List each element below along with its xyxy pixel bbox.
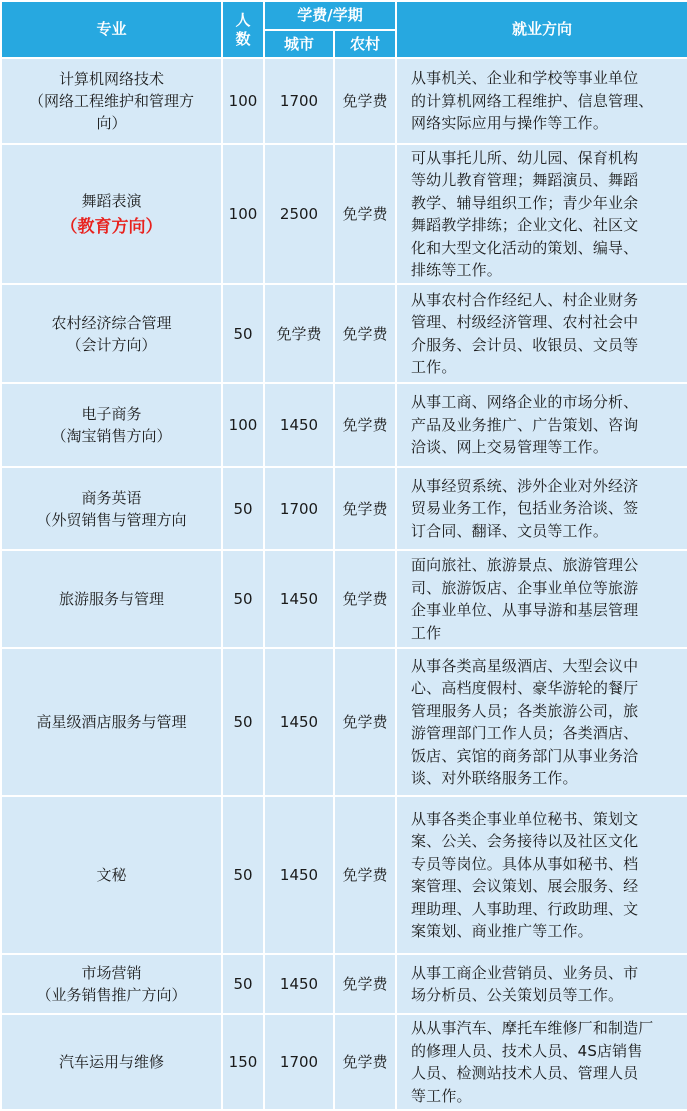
table-row xyxy=(1,58,687,144)
table-row xyxy=(1,954,687,1014)
job-line: 的修理人员、技术人员、4S店销售 xyxy=(411,1041,643,1060)
city-fee-cell: 1450 xyxy=(264,796,334,954)
major-cell xyxy=(1,648,222,796)
job-line: 从事工商、网络企业的市场分析、 xyxy=(411,393,639,412)
rural-fee-cell: 免学费 xyxy=(334,648,396,796)
job-line: 心、高档度假村、豪华游轮的餐厅 xyxy=(411,679,639,697)
job-line: 贸易业务工作，包括业务洽谈、签 xyxy=(411,499,639,518)
major-sub: （教育方向） xyxy=(60,217,163,237)
job-line: 游管理部门工作人员；各类酒店、 xyxy=(411,724,639,742)
major-sub: （淘宝销售方向） xyxy=(51,427,172,445)
header-count-text: 人数 xyxy=(235,10,251,48)
major-cell xyxy=(1,284,222,383)
header-count xyxy=(222,1,264,58)
city-fee-cell: 1450 xyxy=(264,648,334,796)
count-cell: 100 xyxy=(222,58,264,144)
rural-fee-cell: 免学费 xyxy=(334,796,396,954)
job-line: 专员等岗位。具体从事如秘书、档 xyxy=(411,854,639,873)
job-line: 企事业单位、从事导游和基层管理 xyxy=(411,601,639,619)
job-line: 化和大型文化活动的策划、编导、 xyxy=(411,238,639,257)
table-row xyxy=(1,467,687,550)
job-line: 从事各类高星级酒店、大型会议中 xyxy=(411,656,639,675)
job-line: 案管理、会议策划、展会服务、经 xyxy=(411,877,639,895)
city-fee-cell: 免学费 xyxy=(264,284,334,383)
job-line: 管理、村级经济管理、农村社会中 xyxy=(411,313,639,331)
job-line: 从事经贸系统、涉外企业对外经济 xyxy=(411,476,639,495)
city-fee-cell: 1450 xyxy=(264,550,334,648)
count-cell: 50 xyxy=(222,648,264,796)
job-line: 工作 xyxy=(411,623,442,642)
job-line: 司、旅游饭店、企事业单位等旅游 xyxy=(411,578,639,597)
city-fee-cell: 1700 xyxy=(264,467,334,550)
major-sub: 向） xyxy=(96,114,127,132)
job-line: 案策划、商业推广等工作。 xyxy=(411,922,593,940)
table-row xyxy=(1,383,687,467)
job-line: 等幼儿教育管理；舞蹈演员、舞蹈 xyxy=(411,171,639,189)
major-cell xyxy=(1,796,222,954)
major-name: 农村经济综合管理 xyxy=(51,313,172,332)
job-cell xyxy=(396,467,687,550)
job-line: 面向旅社、旅游景点、旅游管理公 xyxy=(411,556,639,574)
table-row xyxy=(1,144,687,284)
job-line: 饭店、宾馆的商务部门从事业务洽 xyxy=(411,746,639,765)
major-name: 电子商务 xyxy=(81,405,142,423)
job-line: 网络实际应用与操作等工作。 xyxy=(411,114,608,133)
job-line: 从事农村合作经纪人、村企业财务 xyxy=(411,290,639,309)
header-fee: 学费/学期 xyxy=(264,1,396,30)
table-row xyxy=(1,1014,687,1110)
job-line: 可从事托儿所、幼儿园、保育机构 xyxy=(411,148,639,167)
job-line: 从从事汽车、摩托车维修厂和制造厂 xyxy=(411,1019,654,1037)
rural-fee-cell: 免学费 xyxy=(334,1014,396,1110)
rural-fee-cell: 免学费 xyxy=(334,58,396,144)
city-fee-cell: 2500 xyxy=(264,144,334,284)
major-name: 商务英语 xyxy=(81,488,142,507)
major-cell xyxy=(1,58,222,144)
job-line: 从事机关、企业和学校等事业单位 xyxy=(411,69,639,88)
job-cell xyxy=(396,284,687,383)
table-row xyxy=(1,796,687,954)
rural-fee-cell: 免学费 xyxy=(334,144,396,284)
count-cell: 50 xyxy=(222,467,264,550)
major-cell xyxy=(1,144,222,284)
job-line: 洽谈、网上交易管理等工作。 xyxy=(411,438,608,457)
major-cell xyxy=(1,550,222,648)
city-fee-cell: 1700 xyxy=(264,58,334,144)
rural-fee-cell: 免学费 xyxy=(334,954,396,1014)
job-line: 理助理、人事助理、行政助理、文 xyxy=(411,899,639,918)
count-cell: 150 xyxy=(222,1014,264,1110)
major-sub: （业务销售推广方向） xyxy=(36,986,187,1004)
count-cell: 50 xyxy=(222,284,264,383)
job-line: 谈、对外联络服务工作。 xyxy=(411,769,578,787)
count-cell: 50 xyxy=(222,954,264,1014)
job-cell xyxy=(396,648,687,796)
city-fee-cell: 1450 xyxy=(264,954,334,1014)
header-major: 专业 xyxy=(1,1,222,58)
header-city: 城市 xyxy=(264,30,334,58)
job-line: 从事各类企事业单位秘书、策划文 xyxy=(411,809,639,828)
job-line: 从事工商企业营销员、业务员、市 xyxy=(411,963,639,982)
major-sub: （会计方向） xyxy=(66,335,157,354)
job-cell xyxy=(396,58,687,144)
major-cell xyxy=(1,1014,222,1110)
job-cell xyxy=(396,1014,687,1110)
table-row xyxy=(1,648,687,796)
major-sub: （外贸销售与管理方向 xyxy=(36,510,187,529)
count-cell: 100 xyxy=(222,144,264,284)
job-line: 场分析员、公关策划员等工作。 xyxy=(411,986,624,1004)
job-cell xyxy=(396,144,687,284)
rural-fee-cell: 免学费 xyxy=(334,284,396,383)
rural-fee-cell: 免学费 xyxy=(334,383,396,467)
city-fee-cell: 1700 xyxy=(264,1014,334,1110)
table-row xyxy=(1,284,687,383)
major-cell xyxy=(1,954,222,1014)
job-cell xyxy=(396,383,687,467)
major-cell xyxy=(1,383,222,467)
job-line: 工作。 xyxy=(411,358,457,376)
job-line: 订合同、翻译、文员等工作。 xyxy=(411,521,608,540)
job-line: 舞蹈教学排练；企业文化、社区文 xyxy=(411,216,639,234)
major-name: 高星级酒店服务与管理 xyxy=(36,713,187,731)
job-line: 介服务、会计员、收银员、文员等 xyxy=(411,335,639,354)
job-line: 的计算机网络工程维护、信息管理、 xyxy=(411,91,654,110)
major-cell xyxy=(1,467,222,550)
table-row xyxy=(1,550,687,648)
count-cell: 50 xyxy=(222,550,264,648)
rural-fee-cell: 免学费 xyxy=(334,467,396,550)
job-cell xyxy=(396,796,687,954)
job-line: 教学、辅导组织工作；青少年业余 xyxy=(411,193,639,212)
job-line: 产品及业务推广、广告策划、咨询 xyxy=(411,415,639,434)
job-line: 案、公关、会务接待以及社区文化 xyxy=(411,832,639,850)
major-name: 计算机网络技术 xyxy=(58,70,164,88)
job-line: 管理服务人员；各类旅游公司，旅 xyxy=(411,701,639,720)
city-fee-cell: 1450 xyxy=(264,383,334,467)
job-cell xyxy=(396,954,687,1014)
job-cell xyxy=(396,550,687,648)
rural-fee-cell: 免学费 xyxy=(334,550,396,648)
major-name: 旅游服务与管理 xyxy=(58,590,164,608)
major-name: 舞蹈表演 xyxy=(81,192,142,210)
major-sub: （网络工程维护和管理方 xyxy=(28,92,194,110)
job-line: 人员、检测站技术人员、管理人员 xyxy=(411,1064,639,1082)
major-name: 市场营销 xyxy=(81,964,142,982)
header-rural: 农村 xyxy=(334,30,396,58)
job-line: 排练等工作。 xyxy=(411,261,502,279)
major-name: 文秘 xyxy=(96,866,127,884)
header-job: 就业方向 xyxy=(396,1,687,58)
major-name: 汽车运用与维修 xyxy=(58,1053,164,1071)
count-cell: 50 xyxy=(222,796,264,954)
job-line: 等工作。 xyxy=(411,1086,472,1105)
count-cell: 100 xyxy=(222,383,264,467)
